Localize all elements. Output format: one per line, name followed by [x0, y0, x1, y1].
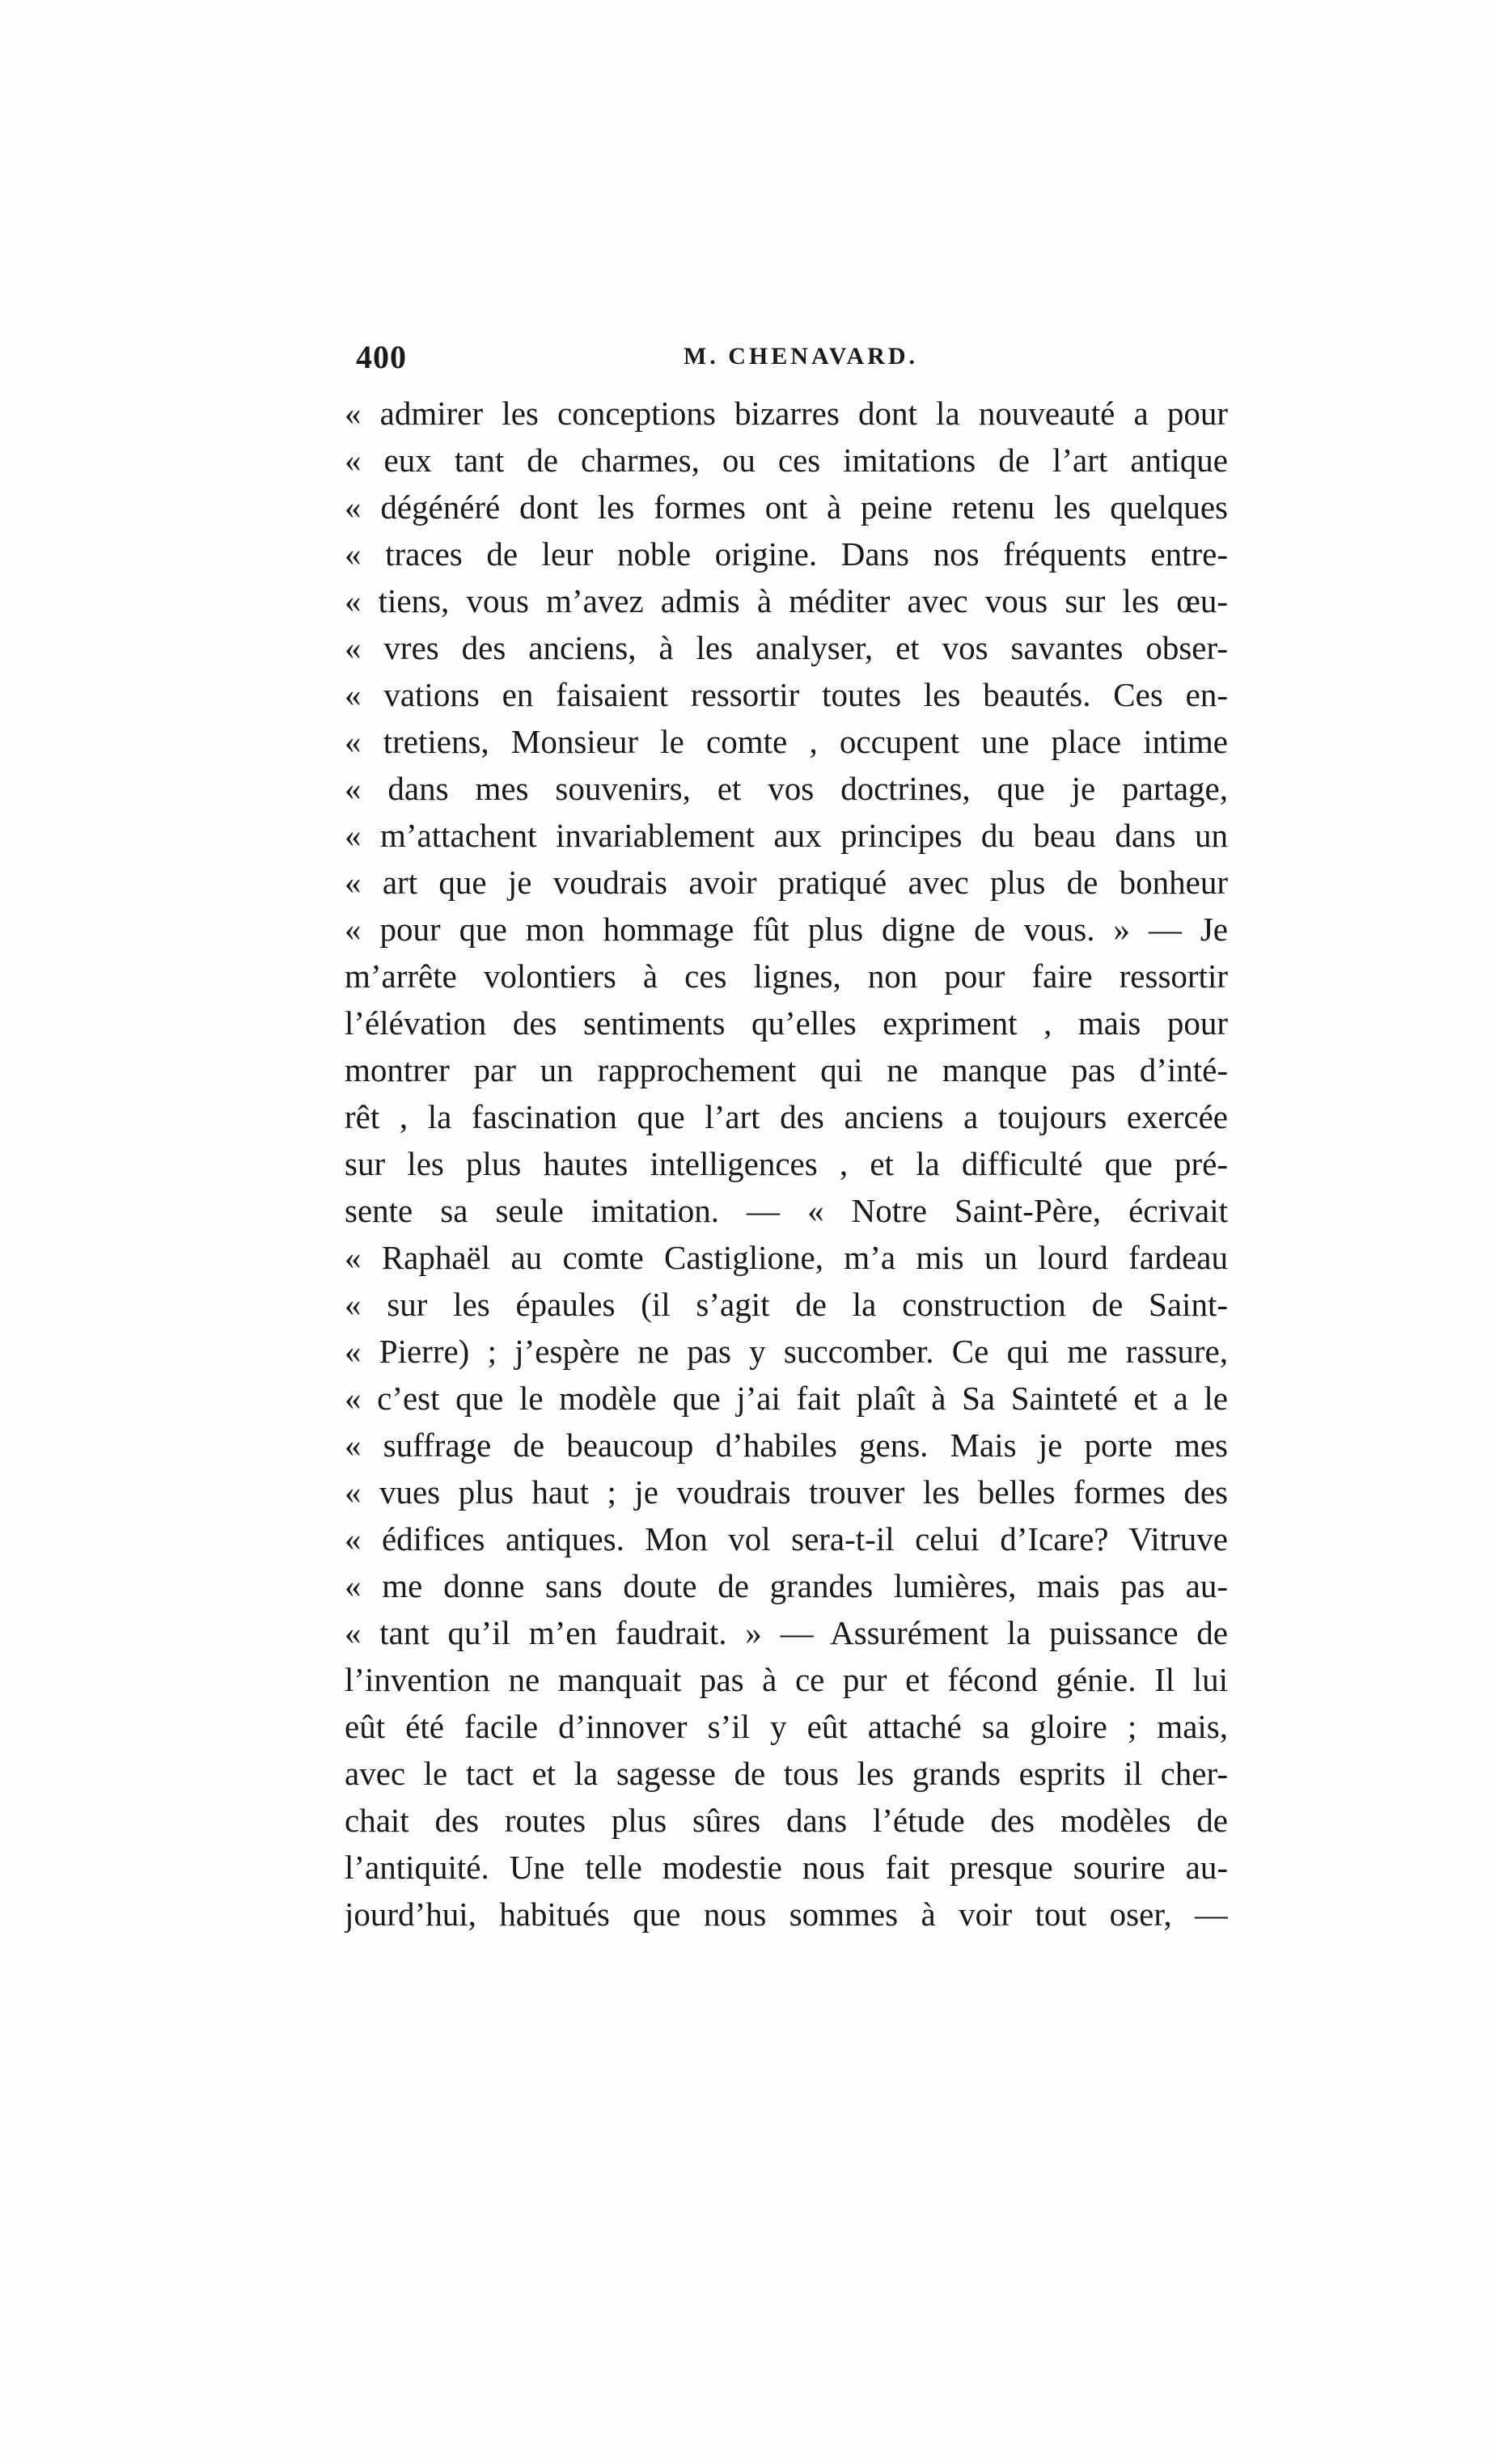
text-line: l’antiquité. Une telle modestie nous fait presque sourire au- — [345, 1849, 1228, 1886]
text-line: m’arrête volontiers à ces lignes, non pour faire ressortir — [345, 957, 1228, 995]
text-line: « pour que mon hommage fût plus digne de vous. » — Je — [345, 911, 1228, 948]
page-number: 400 — [356, 339, 407, 375]
text-line: « dégénéré dont les formes ont à peine retenu les quelques — [345, 488, 1228, 526]
text-line: « Raphaël au comte Castiglione, m’a mis un lourd fardeau — [345, 1239, 1228, 1276]
text-line: « vres des anciens, à les analyser, et vos savantes obser- — [345, 629, 1228, 666]
text-line: jourd’hui, habitués que nous sommes à voir tout oser, — — [345, 1896, 1228, 1933]
text-line: « c’est que le modèle que j’ai fait plaît à Sa Sainteté et a le — [345, 1380, 1228, 1417]
text-line: « dans mes souvenirs, et vos doctrines, que je partage, — [345, 770, 1228, 807]
text-line: « art que je voudrais avoir pratiqué avec plus de bonheur — [345, 864, 1228, 901]
text-line: montrer par un rapprochement qui ne manque pas d’inté- — [345, 1051, 1228, 1088]
text-line: « eux tant de charmes, ou ces imitations de l’art antique — [345, 442, 1228, 479]
text-line: « admirer les conceptions bizarres dont la nouveauté a pour — [345, 395, 1228, 432]
running-title: M. CHENAVARD. — [683, 343, 919, 370]
text-line: « Pierre) ; j’espère ne pas y succomber. Ce qui me rassure, — [345, 1333, 1228, 1370]
text-line: « suffrage de beaucoup d’habiles gens. Mais je porte mes — [345, 1426, 1228, 1464]
text-line: « me donne sans doute de grandes lumières, mais pas au- — [345, 1567, 1228, 1604]
text-line: « tretiens, Monsieur le comte , occupent une place intime — [345, 723, 1228, 760]
text-line: sur les plus hautes intelligences , et la difficulté que pré- — [345, 1145, 1228, 1182]
text-line: « édifices antiques. Mon vol sera-t-il celui d’Icare? Vitruve — [345, 1520, 1228, 1557]
text-line: chait des routes plus sûres dans l’étude des modèles de — [345, 1802, 1228, 1839]
text-line: eût été facile d’innover s’il y eût attaché sa gloire ; mais, — [345, 1708, 1228, 1745]
text-line: l’élévation des sentiments qu’elles expriment , mais pour — [345, 1004, 1228, 1042]
text-line: sente sa seule imitation. — « Notre Saint-Père, écrivait — [345, 1192, 1228, 1229]
text-line: l’invention ne manquait pas à ce pur et fécond génie. Il lui — [345, 1661, 1228, 1698]
text-line: « traces de leur noble origine. Dans nos fréquents entre- — [345, 535, 1228, 573]
text-line: « vues plus haut ; je voudrais trouver les belles formes des — [345, 1473, 1228, 1511]
page-header — [356, 338, 1246, 383]
text-line: rêt , la fascination que l’art des anciens a toujours exercée — [345, 1098, 1228, 1135]
body-text — [345, 390, 1228, 1938]
text-line: « sur les épaules (il s’agit de la construction de Saint- — [345, 1286, 1228, 1323]
text-line: avec le tact et la sagesse de tous les grands esprits il cher- — [345, 1755, 1228, 1792]
text-line: « tant qu’il m’en faudrait. » — Assurément la puissance de — [345, 1614, 1228, 1651]
text-line: « m’attachent invariablement aux principes du beau dans un — [345, 817, 1228, 854]
text-line: « vations en faisaient ressortir toutes les beautés. Ces en- — [345, 676, 1228, 713]
text-line: « tiens, vous m’avez admis à méditer avec vous sur les œu- — [345, 582, 1228, 619]
